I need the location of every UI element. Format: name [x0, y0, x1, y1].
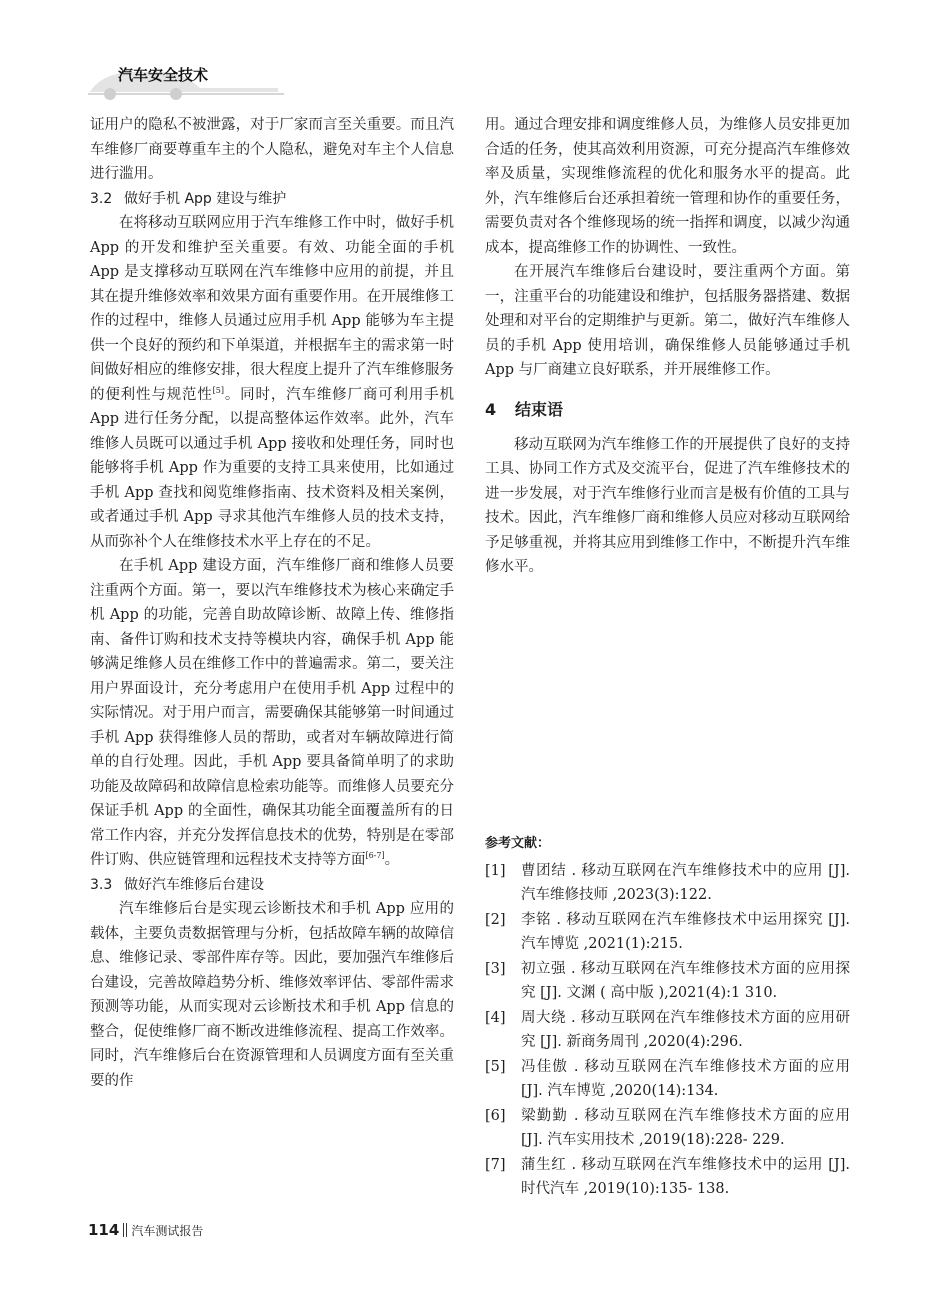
- section-title: 汽车安全技术: [118, 66, 209, 84]
- paragraph-text: 在手机 App 建设方面，汽车维修厂商和维修人员要注重两个方面。第一，要以汽车维修技术为核心来确定手机 App 的功能，完善自助故障诊断、故障上传、维修指南、备件订购和技术支持等模块内容，确保手机 App 能够满足维修人员在维修工作中的普遍需求。第二，要关注用户界面设计，充分考虑用户在使用手机 App 过程中的实际情况。对于用户而言，需要确保其能够第一时间通过手机 App 获得维修人员的帮助，或者对车辆故障进行简单的自行处理。因此，手机 App 要具备简单明了的求助功能及故障码和故障信息检索功能等。而维修人员要充分保证手机 App 的全面性，确保其功能全面覆盖所有的日常工作内容，并充分发挥信息技术的优势，特别是在零部件订购、供应链管理和远程技术支持等方面: [90, 558, 454, 868]
- section-number: 4: [485, 399, 497, 419]
- paragraph: [90, 211, 454, 554]
- reference-text: 梁勤勤 . 移动互联网在汽车维修技术方面的应用 [J]. 汽车实用技术 ,2019(18):228- 229.: [521, 1107, 850, 1148]
- paragraph-text: 在将移动互联网应用于汽车维修工作中时，做好手机 App 的开发和维护至关重要。有效、功能全面的手机 App 是支撑移动互联网在汽车维修中应用的前提，并且其在提升维修效率和效果方面有重要作用。在开展维修工作的过程中，维修人员通过应用手机 App 能够为车主提供一个良好的预约和下单渠道，并根据车主的需求第一时间做好相应的维修安排，很大程度上提升了汽车维修服务的便利性与规范性: [90, 215, 454, 403]
- reference-number: [5]: [485, 1058, 506, 1075]
- running-header: [88, 58, 488, 100]
- paragraph: 在开展汽车维修后台建设时，要注重两个方面。第一，注重平台的功能建设和维护，包括服务器搭建、数据处理和对平台的定期维护与更新。第二，做好汽车维修人员的手机 App 使用培训，确保维修人员能够通过手机 App 与厂商建立良好联系，并开展维修工作。: [485, 264, 850, 378]
- paragraph: 移动互联网为汽车维修工作的开展提供了良好的支持工具、协同工作方式及交流平台，促进了汽车维修技术的进一步发展，对于汽车维修行业而言是极有价值的工具与技术。因此，汽车维修厂商和维修人员应对移动互联网给予足够重视，并将其应用到维修工作中，不断提升汽车维修水平。: [485, 436, 850, 575]
- citation: [5]: [212, 385, 225, 395]
- reference-number: [6]: [485, 1107, 506, 1124]
- reference-text: 初立强 . 移动互联网在汽车维修技术方面的应用探究 [J]. 文渊 ( 高中版 ),2021(4):1 310.: [521, 960, 850, 1001]
- page-footer: [88, 1221, 203, 1239]
- reference-number: [2]: [485, 911, 506, 928]
- reference-number: [1]: [485, 862, 506, 879]
- reference-number: [4]: [485, 1009, 506, 1026]
- references: [485, 832, 850, 1202]
- paragraph-text: 。同时，汽车维修厂商可利用手机 App 进行任务分配，以提高整体运作效率。此外，汽车维修人员既可以通过手机 App 接收和处理任务，同时也能够将手机 App 作为重要的支持工具来使用，比如通过手机 App 查找和阅览维修指南、技术资料及相关案例，或者通过手机 App 寻求其他汽车维修人员的技术支持，从而弥补个人在维修技术水平上存在的不足。: [90, 386, 455, 550]
- reference-number: [3]: [485, 960, 506, 977]
- section-heading-text: 做好汽车维修后台建设: [124, 876, 264, 893]
- reference-text: 曹团结 . 移动互联网在汽车维修技术中的应用 [J]. 汽车维修技师 ,2023(3):122.: [521, 862, 850, 903]
- journal-name: 汽车测试报告: [131, 1224, 204, 1238]
- reference-text: 周大绕 . 移动互联网在汽车维修技术方面的应用研究 [J]. 新商务周刊 ,2020(4):296.: [521, 1009, 850, 1050]
- reference-item: [485, 1055, 850, 1104]
- section-heading-3-3: [90, 873, 454, 898]
- right-column: [485, 113, 850, 580]
- reference-item: [485, 1153, 850, 1202]
- citation: [6-7]: [365, 851, 385, 861]
- reference-item: [485, 859, 850, 908]
- reference-number: [7]: [485, 1156, 506, 1173]
- reference-item: [485, 1006, 850, 1055]
- reference-item: [485, 908, 850, 957]
- paragraph: 汽车维修后台是实现云诊断技术和手机 App 应用的载体，主要负责数据管理与分析，包括故障车辆的故障信息、维修记录、零部件库存等。因此，要加强汽车维修后台建设，完善故障趋势分析、维修效率评估、零部件需求预测等功能，从而实现对云诊断技术和手机 App 信息的整合，促使维修厂商不断改进维修流程、提高工作效率。同时，汽车维修后台在资源管理和人员调度方面有至关重要的作: [90, 901, 454, 1089]
- section-number: 3.3: [90, 876, 113, 893]
- section-heading-3-2: [90, 187, 454, 212]
- section-heading-text: 做好手机 App 建设与维护: [124, 190, 287, 207]
- paragraph-text: 。: [384, 852, 400, 868]
- section-number: 3.2: [90, 190, 113, 207]
- references-title: 参考文献：: [485, 836, 551, 851]
- paragraph: [90, 554, 454, 873]
- left-column: [90, 113, 454, 1093]
- section-heading-4: [485, 397, 850, 423]
- section-heading-text: 结束语: [515, 399, 564, 419]
- paragraph: 证用户的隐私不被泄露，对于厂家而言至关重要。而且汽车维修厂商要尊重车主的个人隐私，避免对车主个人信息进行滥用。: [90, 117, 454, 182]
- reference-text: 冯佳傲 . 移动互联网在汽车维修技术方面的应用 [J]. 汽车博览 ,2020(14):134.: [521, 1058, 850, 1099]
- reference-text: 蒲生红 . 移动互联网在汽车维修技术中的运用 [J]. 时代汽车 ,2019(10):135- 138.: [521, 1156, 850, 1197]
- footer-divider: [123, 1223, 127, 1237]
- paragraph: 用。通过合理安排和调度维修人员，为维修人员安排更加合适的任务，使其高效利用资源，可充分提高汽车维修效率及质量，实现维修流程的优化和服务水平的提高。此外，汽车维修后台还承担着统一管理和协作的重要任务，需要负责对各个维修现场的统一指挥和调度，以减少沟通成本，提高维修工作的协调性、一致性。: [485, 117, 850, 256]
- reference-item: [485, 957, 850, 1006]
- reference-item: [485, 1104, 850, 1153]
- page-number: 114: [88, 1221, 120, 1239]
- reference-text: 李铭 . 移动互联网在汽车维修技术中运用探究 [J]. 汽车博览 ,2021(1):215.: [521, 911, 850, 952]
